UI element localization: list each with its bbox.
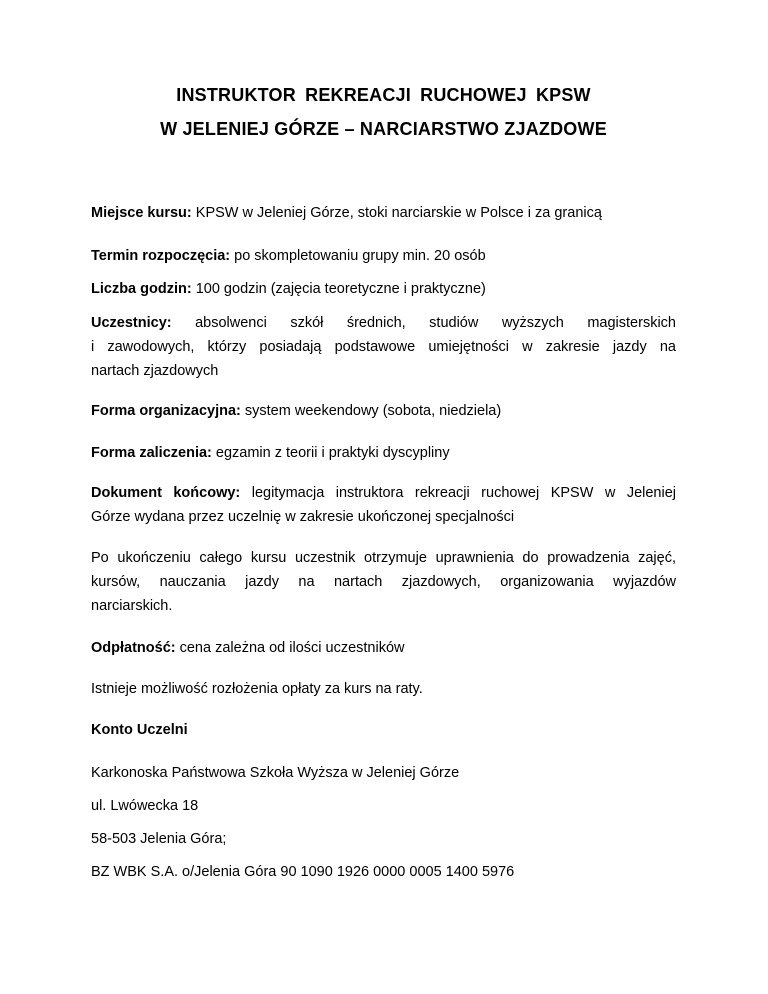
field-label: Uczestnicy: (91, 315, 172, 331)
field-label: Dokument końcowy: (91, 485, 241, 501)
paragraph-uprawnienia (91, 546, 676, 618)
paragraph-line: nartach zjazdowych (91, 363, 219, 379)
title-line-2: W JELENIEJ GÓRZE – NARCIARSTWO ZJAZDOWE (160, 119, 607, 139)
paragraph-line: i zawodowych, którzy posiadają podstawowe umiejętności w zakresie jazdy na (91, 339, 676, 355)
field-label: Liczba godzin: (91, 281, 192, 297)
konto-name: Karkonoska Państwowa Szkoła Wyższa w Jeleniej Górze (91, 765, 460, 781)
field-value: absolwenci szkół średnich, studiów wyższych magisterskich (171, 315, 676, 331)
konto-heading (91, 718, 676, 742)
konto-street: ul. Lwówecka 18 (91, 798, 199, 814)
field-value: 100 godzin (zajęcia teoretyczne i praktyczne) (191, 281, 486, 297)
konto-city: 58-503 Jelenia Góra; (91, 831, 227, 847)
field-label: Odpłatność: (91, 640, 176, 656)
field-label: Forma organizacyjna: (91, 403, 241, 419)
paragraph-line (91, 481, 676, 505)
field-value: po skompletowaniu grupy min. 20 osób (230, 248, 486, 264)
field-label: Termin rozpoczęcia: (91, 248, 231, 264)
paragraph-line (91, 311, 676, 335)
field-forma-organizacyjna (91, 399, 676, 423)
field-value: KPSW w Jeleniej Górze, stoki narciarskie w Polsce i za granicą (191, 205, 602, 221)
title-line-1: INSTRUKTOR REKREACJI RUCHOWEJ KPSW (176, 85, 591, 105)
paragraph-line: kursów, nauczania jazdy na nartach zjazdowych, organizowania wyjazdów (91, 574, 676, 590)
field-label: Miejsce kursu: (91, 205, 192, 221)
field-miejsce (91, 201, 676, 225)
field-liczba (91, 277, 676, 301)
field-label: Forma zaliczenia: (91, 445, 212, 461)
paragraph-line: Po ukończeniu całego kursu uczestnik otrzymuje uprawnienia do prowadzenia zajęć, (91, 550, 676, 566)
field-dokument (91, 481, 676, 529)
field-forma-zaliczenia (91, 441, 676, 465)
field-value: cena zależna od ilości uczestników (175, 640, 405, 656)
field-value: legitymacja instruktora rekreacji ruchowej KPSW w Jeleniej (240, 485, 676, 501)
konto-bank-account: BZ WBK S.A. o/Jelenia Góra 90 1090 1926 0000 0005 1400 5976 (91, 864, 515, 880)
field-value: egzamin z teorii i praktyki dyscypliny (211, 445, 450, 461)
field-uczestnicy (91, 311, 676, 383)
konto-heading-text: Konto Uczelni (91, 722, 188, 738)
field-value: system weekendowy (sobota, niedziela) (240, 403, 502, 419)
paragraph-line: Górze wydana przez uczelnię w zakresie ukończonej specjalności (91, 509, 515, 525)
field-termin (91, 244, 676, 268)
field-odplatnosc (91, 636, 676, 660)
paragraph-line: narciarskich. (91, 598, 173, 614)
paragraph-raty: Istnieje możliwość rozłożenia opłaty za kurs na raty. (91, 681, 423, 697)
